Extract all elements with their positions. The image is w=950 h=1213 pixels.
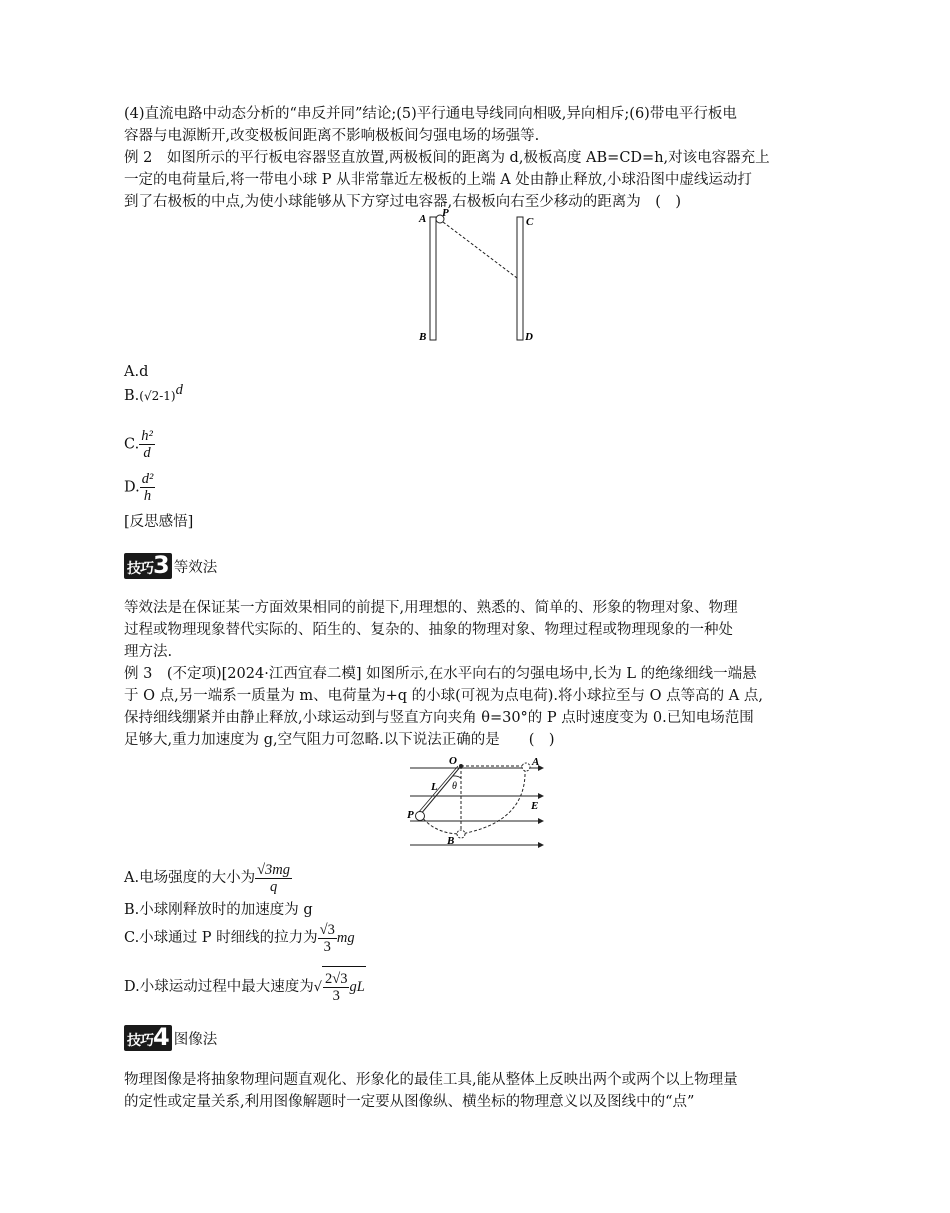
label-b: B	[419, 331, 427, 343]
intro-line-1: (4)直流电路中动态分析的“串反并同”结论;(5)平行通电导线同向相吸,异向相斥;(6)带电平行板电	[124, 106, 737, 122]
ball-a	[522, 763, 530, 771]
left-plate	[430, 217, 436, 340]
skill4-desc-1: 物理图像是将抽象物理问题直观化、形象化的最佳工具,能从整体上反映出两个或两个以上物理量	[124, 1072, 738, 1088]
example3-line-1: 例 3 (不定项)[2024·江西宜春二模] 如图所示,在水平向右的匀强电场中,长为 L 的绝缘细线一端悬	[124, 666, 757, 682]
label-p3: P	[407, 809, 414, 821]
example3-line-3: 保持细线绷紧并由静止释放,小球运动到与竖直方向夹角 θ=30°的 P 点时速度变为 0.已知电场范围	[124, 710, 754, 726]
example3-option-a: A.电场强度的大小为 $\frac{√3mg}{q}$	[124, 861, 291, 895]
example3-line-2: 于 O 点,另一端系一质量为 m、电荷量为+q 的小球(可视为点电荷).将小球拉至与 O 点等高的 A 点,	[124, 688, 763, 704]
label-b3: B	[447, 835, 455, 847]
pendulum-figure	[405, 752, 550, 852]
skill3-badge: 技巧3	[124, 553, 172, 579]
example3-option-c: C.小球通过 P 时细线的拉力为 $\frac{√3}{3}$ mg	[124, 921, 355, 955]
label-o: O	[449, 755, 457, 767]
example3-option-b: B.小球刚释放时的加速度为 g	[124, 902, 313, 918]
label-l: L	[431, 781, 438, 793]
example2-option-d: D. $\frac{\text{d²}}{h}$	[124, 471, 154, 504]
label-theta: θ	[452, 781, 457, 792]
example2-option-c: C. $\frac{\text{h²}}{d}$	[124, 428, 153, 461]
pivot-o	[459, 764, 463, 768]
skill3-heading: 技巧3 等效法	[124, 553, 217, 579]
skill3-desc-1: 等效法是在保证某一方面效果相同的前提下,用理想的、熟悉的、简单的、形象的物理对象、物理	[124, 600, 738, 616]
example2-line-2: 一定的电荷量后,将一带电小球 P 从非常靠近左极板的上端 A 处由静止释放,小球沿图中虚线运动打	[124, 172, 752, 188]
example2-line-1: 例 2 如图所示的平行板电容器竖直放置,两极板间的距离为 d,极板高度 AB=CD=h,对该电容器充上	[124, 150, 770, 166]
skill3-desc-2: 过程或物理现象替代实际的、陌生的、复杂的、抽象的物理对象、物理过程或物理现象的一种处	[124, 622, 733, 638]
capacitor-figure	[410, 205, 540, 345]
label-d: D	[525, 331, 533, 343]
ball-b	[457, 830, 465, 838]
theta-arc	[453, 776, 461, 778]
skill4-desc-2: 的定性或定量关系,利用图像解题时一定要从图像纵、横坐标的物理意义以及图线中的“点”	[124, 1094, 695, 1110]
swing-arc	[421, 769, 525, 834]
label-a: A	[419, 213, 427, 225]
right-plate	[517, 217, 523, 340]
example2-option-b: B.(√2-1)d	[124, 382, 183, 404]
example2-line-3: 到了右极板的中点,为使小球能够从下方穿过电容器,右极板向右至少移动的距离为 ( )	[124, 194, 682, 210]
trajectory-dashed	[443, 222, 517, 278]
skill3-desc-3: 理方法.	[124, 644, 173, 660]
label-p: P	[442, 207, 449, 219]
example3-option-d: D.小球运动过程中最大速度为√ $\frac{2√3}{3}$ gL	[124, 966, 366, 1008]
intro-line-2: 容器与电源断开,改变极板间距离不影响极板间匀强电场的场强等.	[124, 128, 540, 144]
label-c: C	[526, 216, 534, 228]
skill4-badge: 技巧4	[124, 1025, 172, 1051]
label-a3: A	[532, 756, 540, 768]
example2-option-a: A.d	[124, 364, 149, 380]
label-e: E	[531, 800, 539, 812]
reflection: [反思感悟]	[124, 514, 194, 530]
skill4-heading: 技巧4 图像法	[124, 1025, 217, 1051]
ball-p	[416, 812, 425, 821]
example3-line-4: 足够大,重力加速度为 g,空气阻力可忽略.以下说法正确的是 ( )	[124, 732, 555, 748]
